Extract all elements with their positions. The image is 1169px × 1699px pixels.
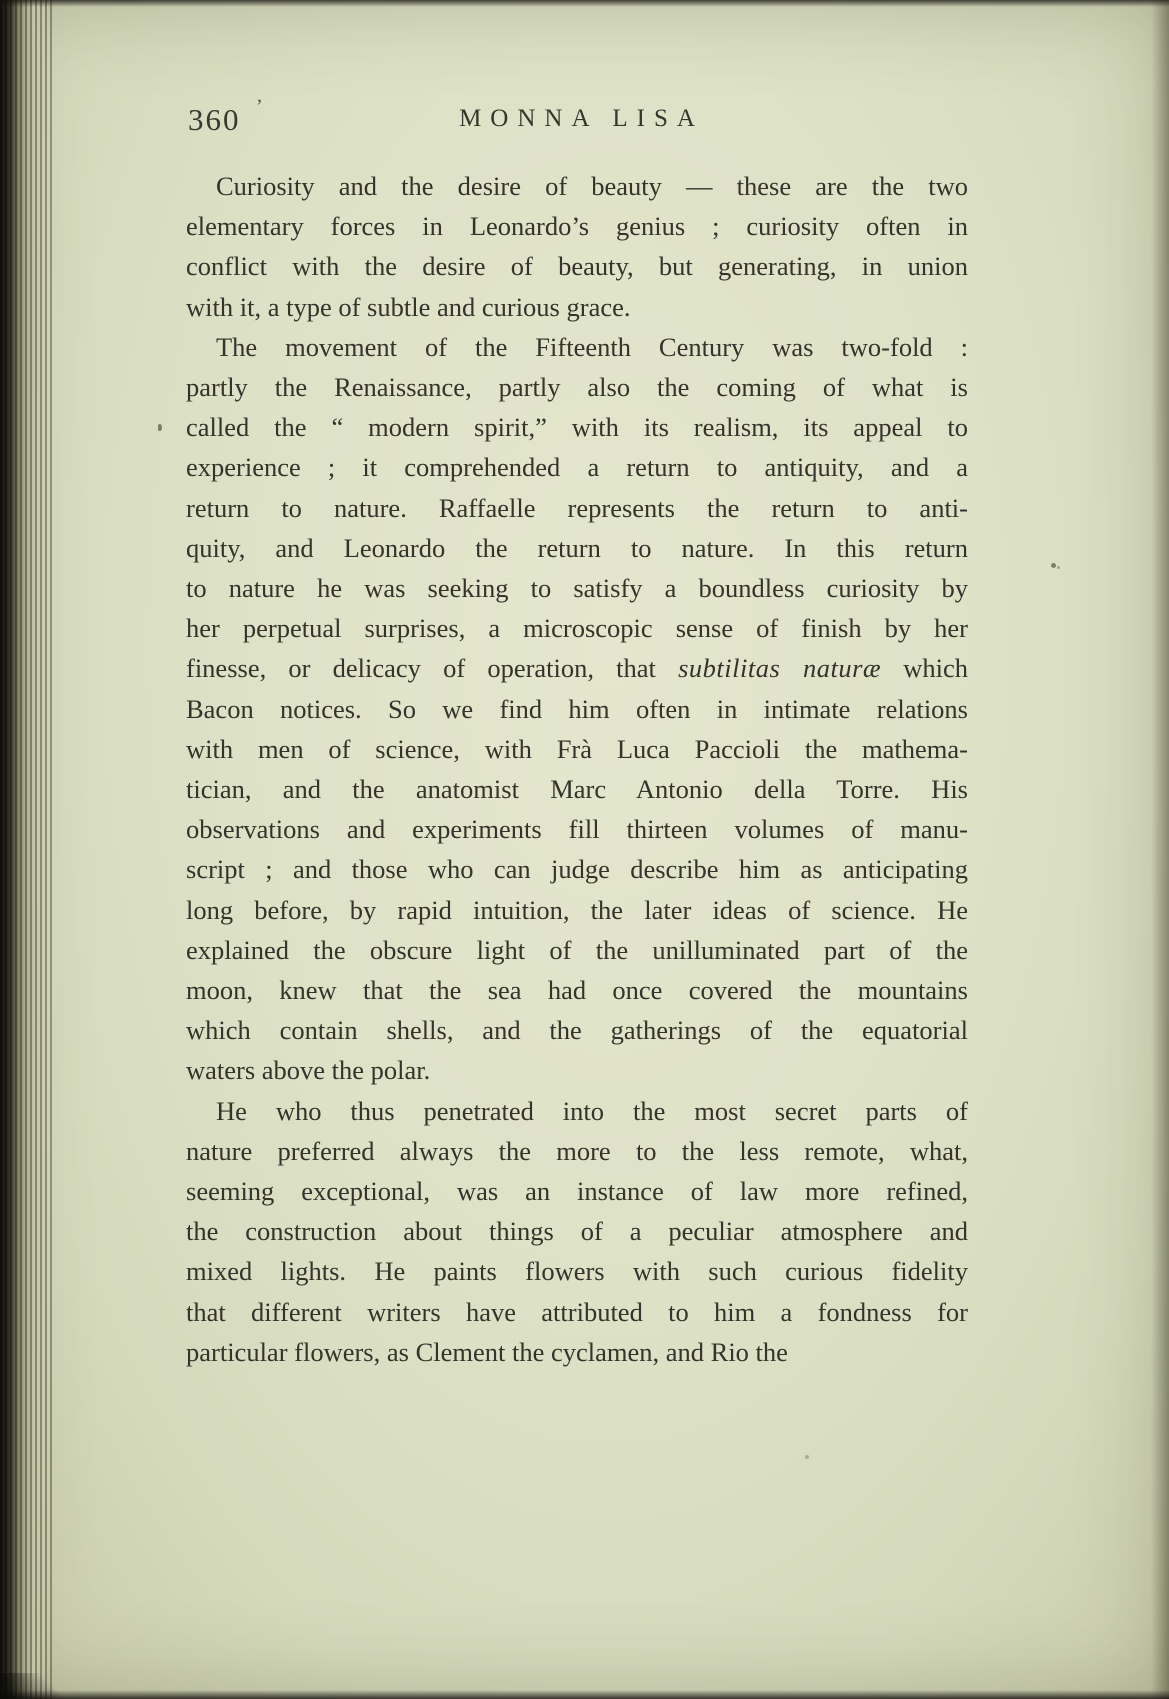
text-line: with it, a type of subtle and curious grace. — [186, 291, 631, 322]
running-title: MONNA LISA — [459, 105, 704, 132]
text-line: partly the Renaissance, partly also the coming of what is — [186, 372, 968, 403]
text-line: particular flowers, as Clement the cyclamen, and Rio the — [186, 1336, 788, 1367]
body-text — [186, 166, 968, 1372]
text-line: with men of science, with Frà Luca Paccioli the mathema- — [186, 733, 968, 764]
text-line: finesse, or delicacy of operation, that subtilitas naturæ which — [186, 653, 968, 684]
text-line: quity, and Leonardo the return to nature. In this return — [186, 532, 968, 563]
page-header — [186, 96, 968, 162]
text-line: He who thus penetrated into the most secret parts of — [216, 1095, 968, 1126]
text-line: The movement of the Fifteenth Century was two-fold : — [216, 331, 968, 362]
text-line: conflict with the desire of beauty, but generating, in union — [186, 251, 968, 282]
text-line: moon, knew that the sea had once covered the mountains — [186, 975, 968, 1006]
text-line: called the “ modern spirit,” with its realism, its appeal to — [186, 412, 968, 443]
text-line: which contain shells, and the gatherings of the equatorial — [186, 1015, 968, 1046]
text-line: waters above the polar. — [186, 1055, 431, 1086]
text-line: elementary forces in Leonardo’s genius ; curiosity often in — [186, 211, 968, 242]
text-line: the construction about things of a peculiar atmosphere and — [186, 1216, 968, 1247]
page-edge-bottom — [0, 1690, 1169, 1699]
text-line: tician, and the anatomist Marc Antonio della Torre. His — [186, 774, 968, 805]
scan-speck — [1051, 563, 1056, 568]
text-line: mixed lights. He paints flowers with such curious fidelity — [186, 1256, 968, 1287]
text-line: script ; and those who can judge describe him as anticipating — [186, 854, 968, 885]
book-binding-edge — [0, 0, 52, 1699]
page-corner-shadow — [0, 1673, 70, 1699]
scan-speck — [158, 424, 162, 431]
text-line: her perpetual surprises, a microscopic sense of finish by her — [186, 613, 968, 644]
text-line: that different writers have attributed to him a fondness for — [186, 1296, 968, 1327]
page-number: 360 — [188, 102, 241, 137]
text-line: to nature he was seeking to satisfy a boundless curiosity by — [186, 573, 968, 604]
scan-speck — [805, 1455, 809, 1459]
page-number-mark: ʼ — [256, 96, 263, 118]
text-line: seeming exceptional, was an instance of law more refined, — [186, 1176, 968, 1207]
scan-speck — [1057, 566, 1060, 569]
text-line: observations and experiments fill thirteen volumes of manu- — [186, 814, 968, 845]
text-line: experience ; it comprehended a return to antiquity, and a — [186, 452, 968, 483]
text-line: long before, by rapid intuition, the later ideas of science. He — [186, 894, 968, 925]
text-block — [186, 96, 968, 1372]
text-line: return to nature. Raffaelle represents the return to anti- — [186, 492, 968, 523]
text-line: Curiosity and the desire of beauty — these are the two — [216, 171, 968, 201]
page-edge-top — [0, 0, 1169, 7]
text-line: explained the obscure light of the unilluminated part of the — [186, 934, 968, 965]
page-edge-right — [1151, 0, 1169, 1699]
text-line: Bacon notices. So we find him often in intimate relations — [186, 693, 968, 724]
text-line: nature preferred always the more to the less remote, what, — [186, 1135, 968, 1166]
